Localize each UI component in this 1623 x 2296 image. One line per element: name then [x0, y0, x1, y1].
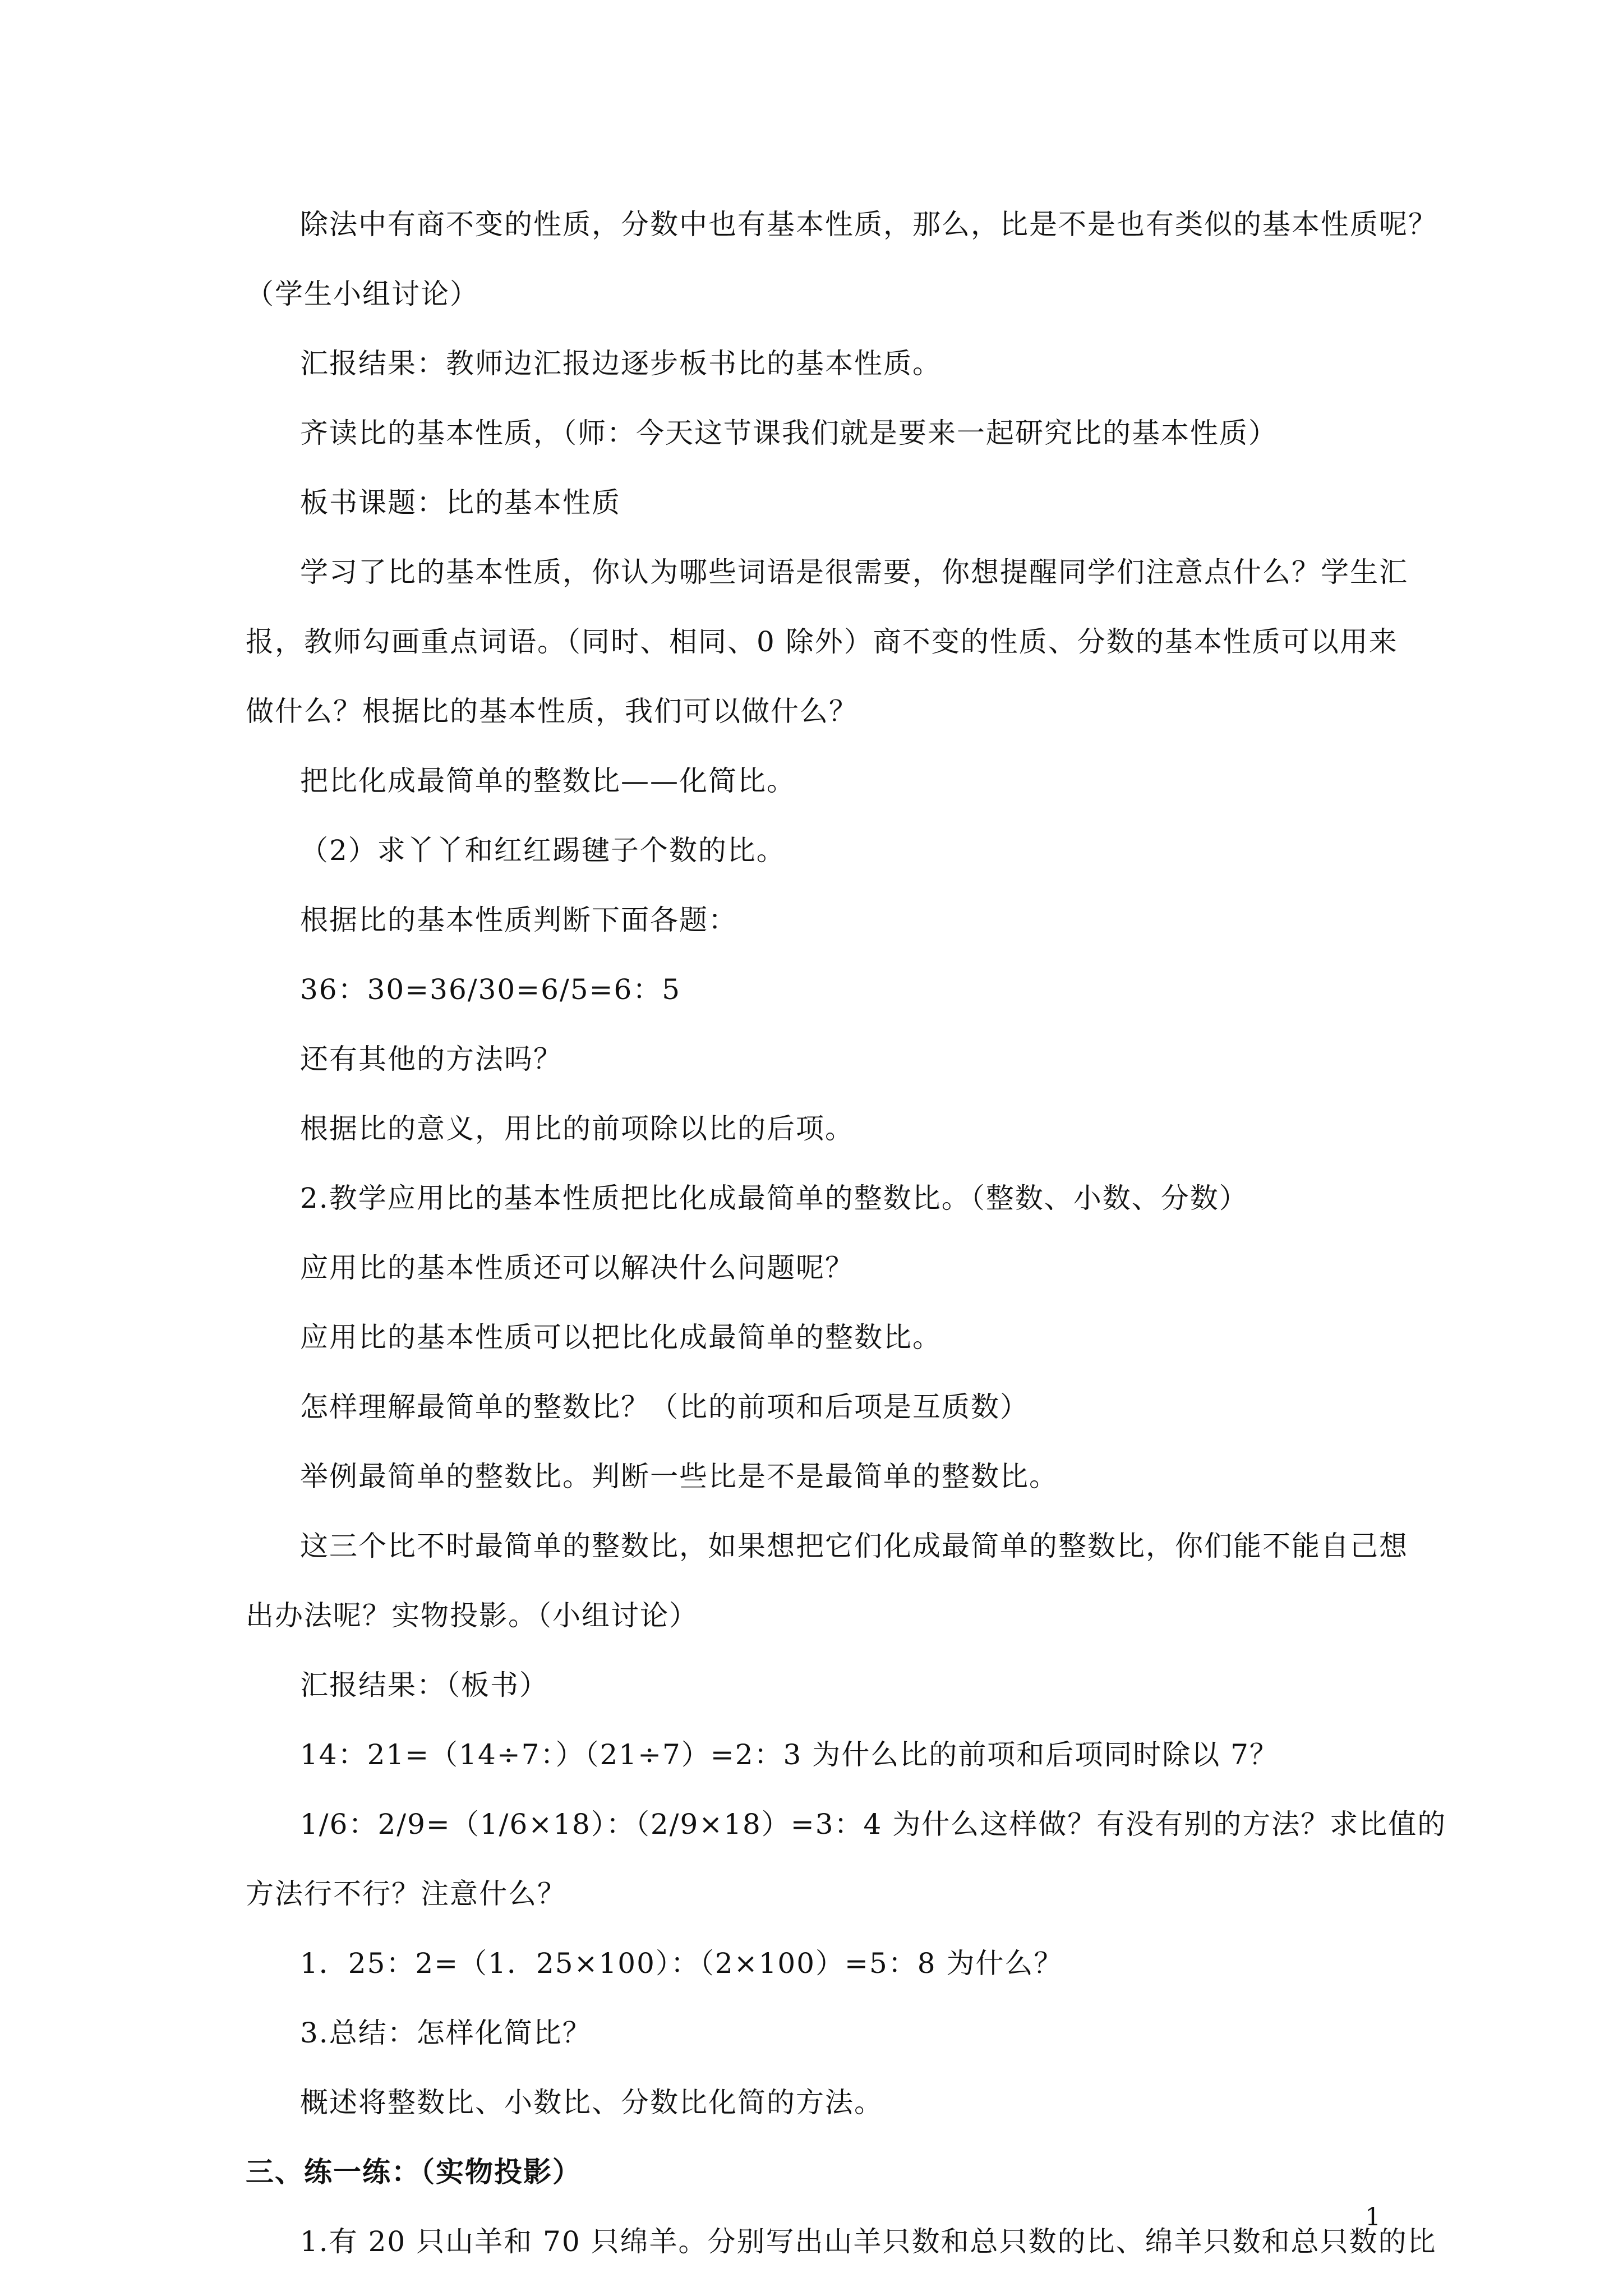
paragraph-line: 方法行不行？注意什么？: [246, 1878, 566, 1910]
paragraph-line: 除法中有商不变的性质，分数中也有基本性质，那么，比是不是也有类似的基本性质呢？: [300, 208, 1437, 241]
paragraph-line: 3.总结：怎样化简比？: [300, 2017, 592, 2049]
paragraph-line: 做什么？根据比的基本性质，我们可以做什么？: [246, 695, 858, 728]
paragraph-line: 概述将整数比、小数比、分数比化简的方法。: [300, 2086, 883, 2119]
equation-line: 14：21=（14÷7：）（21÷7）=2：3 为什么比的前项和后项同时除以 7？: [300, 1738, 1279, 1771]
paragraph-line: 板书课题：比的基本性质: [300, 486, 621, 519]
paragraph-line: 怎样理解最简单的整数比？（比的前项和后项是互质数）: [300, 1391, 1029, 1423]
paragraph-line: 齐读比的基本性质，（师：今天这节课我们就是要来一起研究比的基本性质）: [300, 417, 1278, 449]
paragraph-line: 根据比的意义，用比的前项除以比的后项。: [300, 1112, 854, 1145]
paragraph-line: 出办法呢？实物投影。（小组讨论）: [246, 1599, 698, 1632]
paragraph-line: 还有其他的方法吗？: [300, 1043, 562, 1075]
paragraph-line: 应用比的基本性质还可以解决什么问题呢？: [300, 1251, 854, 1284]
paragraph-line: 报，教师勾画重点词语。（同时、相同、0 除外）商不变的性质、分数的基本性质可以用来: [246, 625, 1398, 658]
paragraph-line: 应用比的基本性质可以把比化成最简单的整数比。: [300, 1321, 942, 1354]
paragraph-line: 这三个比不时最简单的整数比，如果想把它们化成最简单的整数比，你们能不能自己想: [300, 1530, 1408, 1562]
paragraph-line: 1.有 20 只山羊和 70 只绵羊。分别写出山羊只数和总只数的比、绵羊只数和总只数的比: [300, 2225, 1437, 2258]
paragraph-line: 2.教学应用比的基本性质把比化成最简单的整数比。（整数、小数、分数）: [300, 1182, 1248, 1214]
equation-line: 36：30=36/30=6/5=6：5: [300, 973, 681, 1006]
document-body: [246, 190, 1447, 2276]
paragraph-line: 学习了比的基本性质，你认为哪些词语是很需要，你想提醒同学们注意点什么？学生汇: [300, 556, 1408, 588]
paragraph-line: 把比化成最简单的整数比——化简比。: [300, 765, 796, 797]
paragraph-line: 汇报结果：（板书）: [300, 1669, 548, 1701]
paragraph-line: （学生小组讨论）: [246, 278, 479, 310]
section-heading: 三、练一练：（实物投影）: [246, 2155, 582, 2188]
paragraph-line: 汇报结果：教师边汇报边逐步板书比的基本性质。: [300, 347, 942, 380]
equation-line: 1/6：2/9=（1/6×18）：（2/9×18）=3：4 为什么这样做？有没有别的方法？求比值的: [300, 1808, 1447, 1841]
paragraph-line: 根据比的基本性质判断下面各题：: [300, 904, 737, 936]
page-number: 1: [1365, 2203, 1381, 2231]
equation-line: 1．25：2=（1．25×100）：（2×100）=5：8 为什么？: [300, 1947, 1063, 1980]
paragraph-line: （2）求丫丫和红红踢毽子个数的比。: [300, 834, 786, 867]
paragraph-line: 举例最简单的整数比。判断一些比是不是最简单的整数比。: [300, 1460, 1058, 1493]
